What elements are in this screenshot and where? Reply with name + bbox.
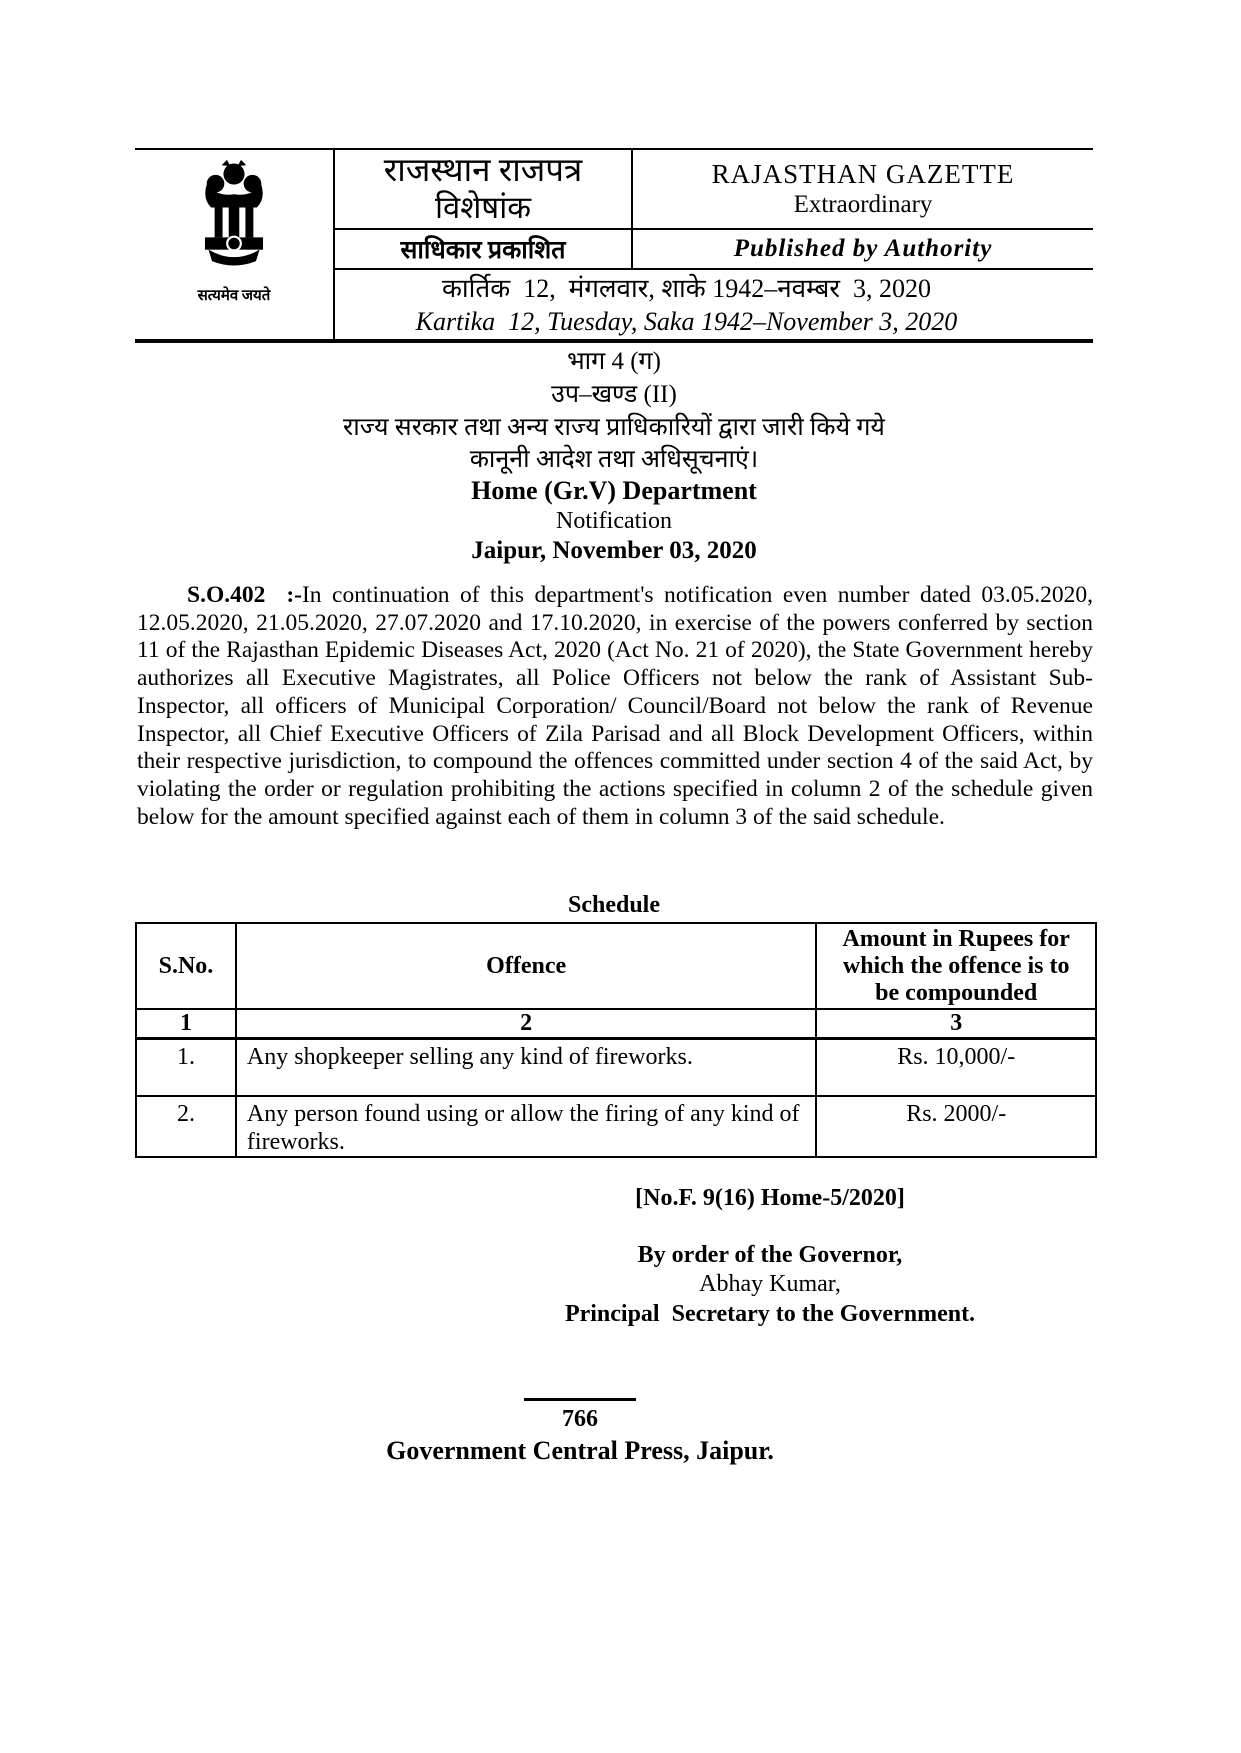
place-date-heading: Jaipur, November 03, 2020 <box>471 537 757 564</box>
published-by-authority-english: Published by Authority <box>633 230 1093 270</box>
notification-heading: Notification <box>556 508 672 534</box>
part-heading: भाग 4 (ग) <box>567 348 661 375</box>
gazette-title-english: RAJASTHAN GAZETTE <box>711 159 1015 189</box>
officer-name: Abhay Kumar, <box>699 1271 841 1297</box>
col-number-3: 3 <box>816 1009 1096 1039</box>
footer-divider <box>524 1398 636 1401</box>
gazette-title-hindi: राजस्थान राजपत्र <box>383 153 583 189</box>
table-header-row <box>136 923 1096 1009</box>
press-number: 766 <box>562 1406 598 1432</box>
published-by-authority-hindi: साधिकार प्रकाशित <box>335 230 633 270</box>
orders-heading: कानूनी आदेश तथा अधिसूचनाएं। <box>469 446 759 473</box>
issue-date-hindi: कार्तिक 12, मंगलवार, शाके 1942–नवम्बर 3, 2020 <box>441 273 932 303</box>
notification-text: In continuation of this department's notification even number dated 03.05.2020, 12.05.2020, 21.05.2020, 27.07.2020 and 17.10.2020, in exercise of the powers conferred by section 11 of the Rajasthan Epidemic Diseases Act, 2020 (Act No. 21 of 2020), the State Government hereby authorizes all Executive Magistrates, all Police Officers not below the rank of Assistant Sub-Inspector, all officers of Municipal Corporation/ Council/Board not below the rank of Revenue Inspector, all Chief Executive Officers of Zila Parisad and all Block Development Officers, within their respective jurisdiction, to compound the offences committed under section 4 of the said Act, by violating the order or regulation prohibiting the actions specified in column 2 of the schedule given below for the amount specified against each of them in column 3 of the said schedule. <box>137 582 1093 830</box>
subsection-heading: उप–खण्ड (II) <box>551 381 677 408</box>
by-order-line: By order of the Governor, <box>637 1242 903 1268</box>
col-header-amount: Amount in Rupees for which the offence is to be compounded <box>816 923 1096 1009</box>
table-row <box>136 1039 1096 1096</box>
footer-block <box>135 1398 1025 1467</box>
so-number: S.O.402 :- <box>187 582 302 608</box>
col-number-1: 1 <box>136 1009 236 1039</box>
emblem-cell <box>135 150 335 339</box>
issue-date-cell <box>335 270 1093 339</box>
signature-block <box>440 1183 1100 1329</box>
english-title-cell <box>633 150 1093 230</box>
schedule-title: Schedule <box>567 892 660 918</box>
col-header-sno: S.No. <box>136 923 236 1009</box>
officer-designation: Principal Secretary to the Government. <box>564 1301 976 1327</box>
emblem-of-india-icon <box>190 158 278 283</box>
issue-date-english: Kartika 12, Tuesday, Saka 1942–November 3, 2020 <box>415 306 958 336</box>
hindi-title-cell <box>335 150 633 230</box>
col-number-2: 2 <box>236 1009 816 1039</box>
row-amount: Rs. 2000/- <box>816 1096 1096 1157</box>
department-heading: Home (Gr.V) Department <box>471 476 757 505</box>
notification-paragraph <box>137 582 1093 831</box>
row-sno: 2. <box>136 1096 236 1157</box>
gazette-subtitle-english: Extraordinary <box>793 191 933 218</box>
row-offence: Any person found using or allow the firing of any kind of fireworks. <box>236 1096 816 1157</box>
table-row <box>136 1096 1096 1157</box>
row-sno: 1. <box>136 1039 236 1096</box>
gazette-subtitle-hindi: विशेषांक <box>434 190 532 225</box>
file-number: [No.F. 9(16) Home-5/2020] <box>635 1185 905 1211</box>
table-column-number-row <box>136 1009 1096 1039</box>
section-headings <box>135 345 1093 566</box>
row-amount: Rs. 10,000/- <box>816 1039 1096 1096</box>
press-name: Government Central Press, Jaipur. <box>386 1436 774 1465</box>
col-header-offence: Offence <box>236 923 816 1009</box>
emblem-motto: सत्यमेव जयते <box>197 288 271 304</box>
schedule-table <box>135 922 1097 1158</box>
row-offence: Any shopkeeper selling any kind of fireworks. <box>236 1039 816 1096</box>
masthead-table <box>135 148 1093 343</box>
issued-by-heading: राज्य सरकार तथा अन्य राज्य प्राधिकारियों द्वारा जारी किये गये <box>343 414 885 441</box>
